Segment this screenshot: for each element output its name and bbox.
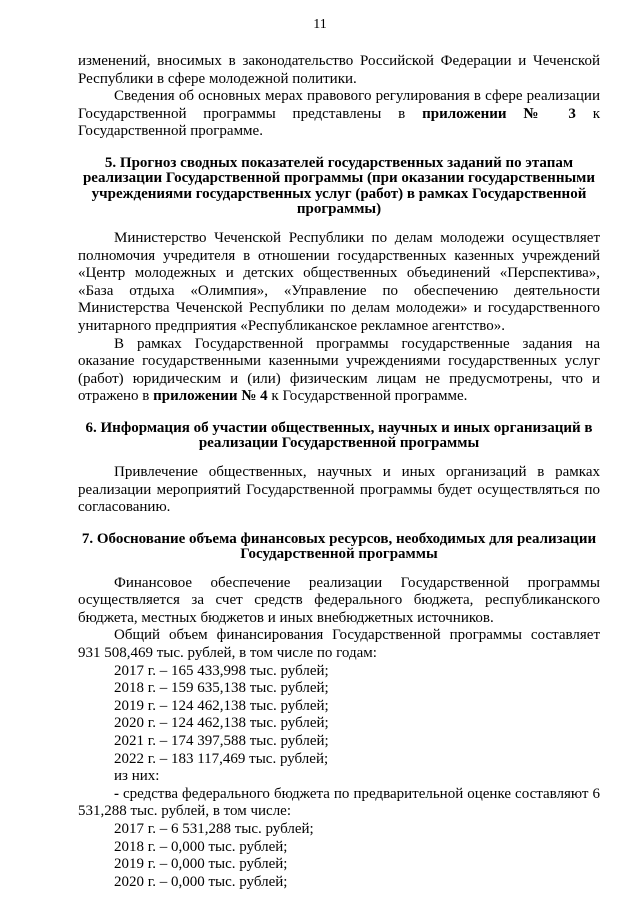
- intro-paragraph-1: изменений, вносимых в законодательство Российской Федерации и Чеченской Республики в сфере молодежной политики.: [78, 53, 600, 87]
- intro-p2-text: Сведения об основных мерах правового регулирования в сфере реализации Государственной программы представлены в: [78, 88, 600, 122]
- years-list: [78, 663, 600, 786]
- list-item: 2019 г. – 124 462,138 тыс. рублей;: [114, 697, 329, 714]
- section-5-p2-tail: к Государственной программе.: [267, 388, 468, 405]
- list-item: 2017 г. – 165 433,998 тыс. рублей;: [114, 662, 329, 679]
- list-item: 2022 г. – 183 117,469 тыс. рублей;: [114, 750, 329, 767]
- federal-budget-paragraph: [78, 786, 600, 821]
- list-item: 2021 г. – 174 397,588 тыс. рублей;: [114, 733, 329, 750]
- federal-years-list: [78, 821, 600, 891]
- appendix-3-ref: приложении № 3: [422, 105, 576, 122]
- list-item: 2018 г. – 159 635,138 тыс. рублей;: [114, 680, 329, 697]
- document-body: [78, 53, 600, 891]
- list-item: 2017 г. – 6 531,288 тыс. рублей;: [114, 821, 314, 837]
- section-5-paragraph-1: Министерство Чеченской Республики по делам молодежи осуществляет полномочия учредителя в отношении государственных казенных учреждений «Центр молодежных и детских общественных объединений «Перспектива», «База отдыха «Олимпия», «Управление по обеспечению деятельности Министерства Чеченской Республики по делам молодежи» и государственного унитарного предприятия «Республиканское рекламное агентство».: [78, 229, 600, 334]
- section-5-heading: 5. Прогноз сводных показателей государственных заданий по этапам реализации Государственной программы (при оказании государственными учреждениями государственных услуг (работ) в рамках Государственной программы): [82, 154, 596, 218]
- of-them-label: из них:: [114, 768, 160, 785]
- section-7-paragraph-2: Общий объем финансирования Государственной программы составляет 931 508,469 тыс. рублей, в том числе по годам:: [78, 627, 600, 662]
- list-item: 2020 г. – 124 462,138 тыс. рублей;: [114, 715, 329, 732]
- list-item: 2020 г. – 0,000 тыс. рублей;: [114, 873, 288, 890]
- intro-p2-tail: к Государственной программе.: [78, 105, 600, 140]
- section-7-heading: 7. Обоснование объема финансовых ресурсов, необходимых для реализации Государственной программы: [81, 530, 597, 563]
- page-number: 11: [313, 17, 327, 32]
- section-6-heading: 6. Информация об участии общественных, научных и иных организаций в реализации Государственной программы: [85, 419, 593, 452]
- section-5-p2-text: В рамках Государственной программы государственные задания на оказание государственными казенными учреждениями государственных услуг (работ) юридическим и (или) физическим лицам не предусмотрены, что и отражено в: [78, 335, 600, 405]
- section-5-paragraph-2: [78, 336, 600, 406]
- section-6-paragraph-1: Привлечение общественных, научных и иных организаций в рамках реализации мероприятий Государственной программы будет осуществляться по согласованию.: [78, 463, 600, 516]
- section-7-paragraph-1: Финансовое обеспечение реализации Государственной программы осуществляется за счет средств федерального бюджета, республиканского бюджета, местных бюджетов и иных внебюджетных источников.: [78, 574, 600, 626]
- intro-paragraph-2: [78, 88, 600, 141]
- federal-budget-text: средства федерального бюджета по предварительной оценке составляют 6 531,288 тыс. рублей, в том числе:: [78, 785, 600, 820]
- federal-dash: -: [114, 785, 119, 802]
- appendix-4-ref: приложении № 4: [153, 388, 268, 405]
- list-item: 2018 г. – 0,000 тыс. рублей;: [114, 838, 288, 855]
- list-item: 2019 г. – 0,000 тыс. рублей;: [114, 856, 288, 873]
